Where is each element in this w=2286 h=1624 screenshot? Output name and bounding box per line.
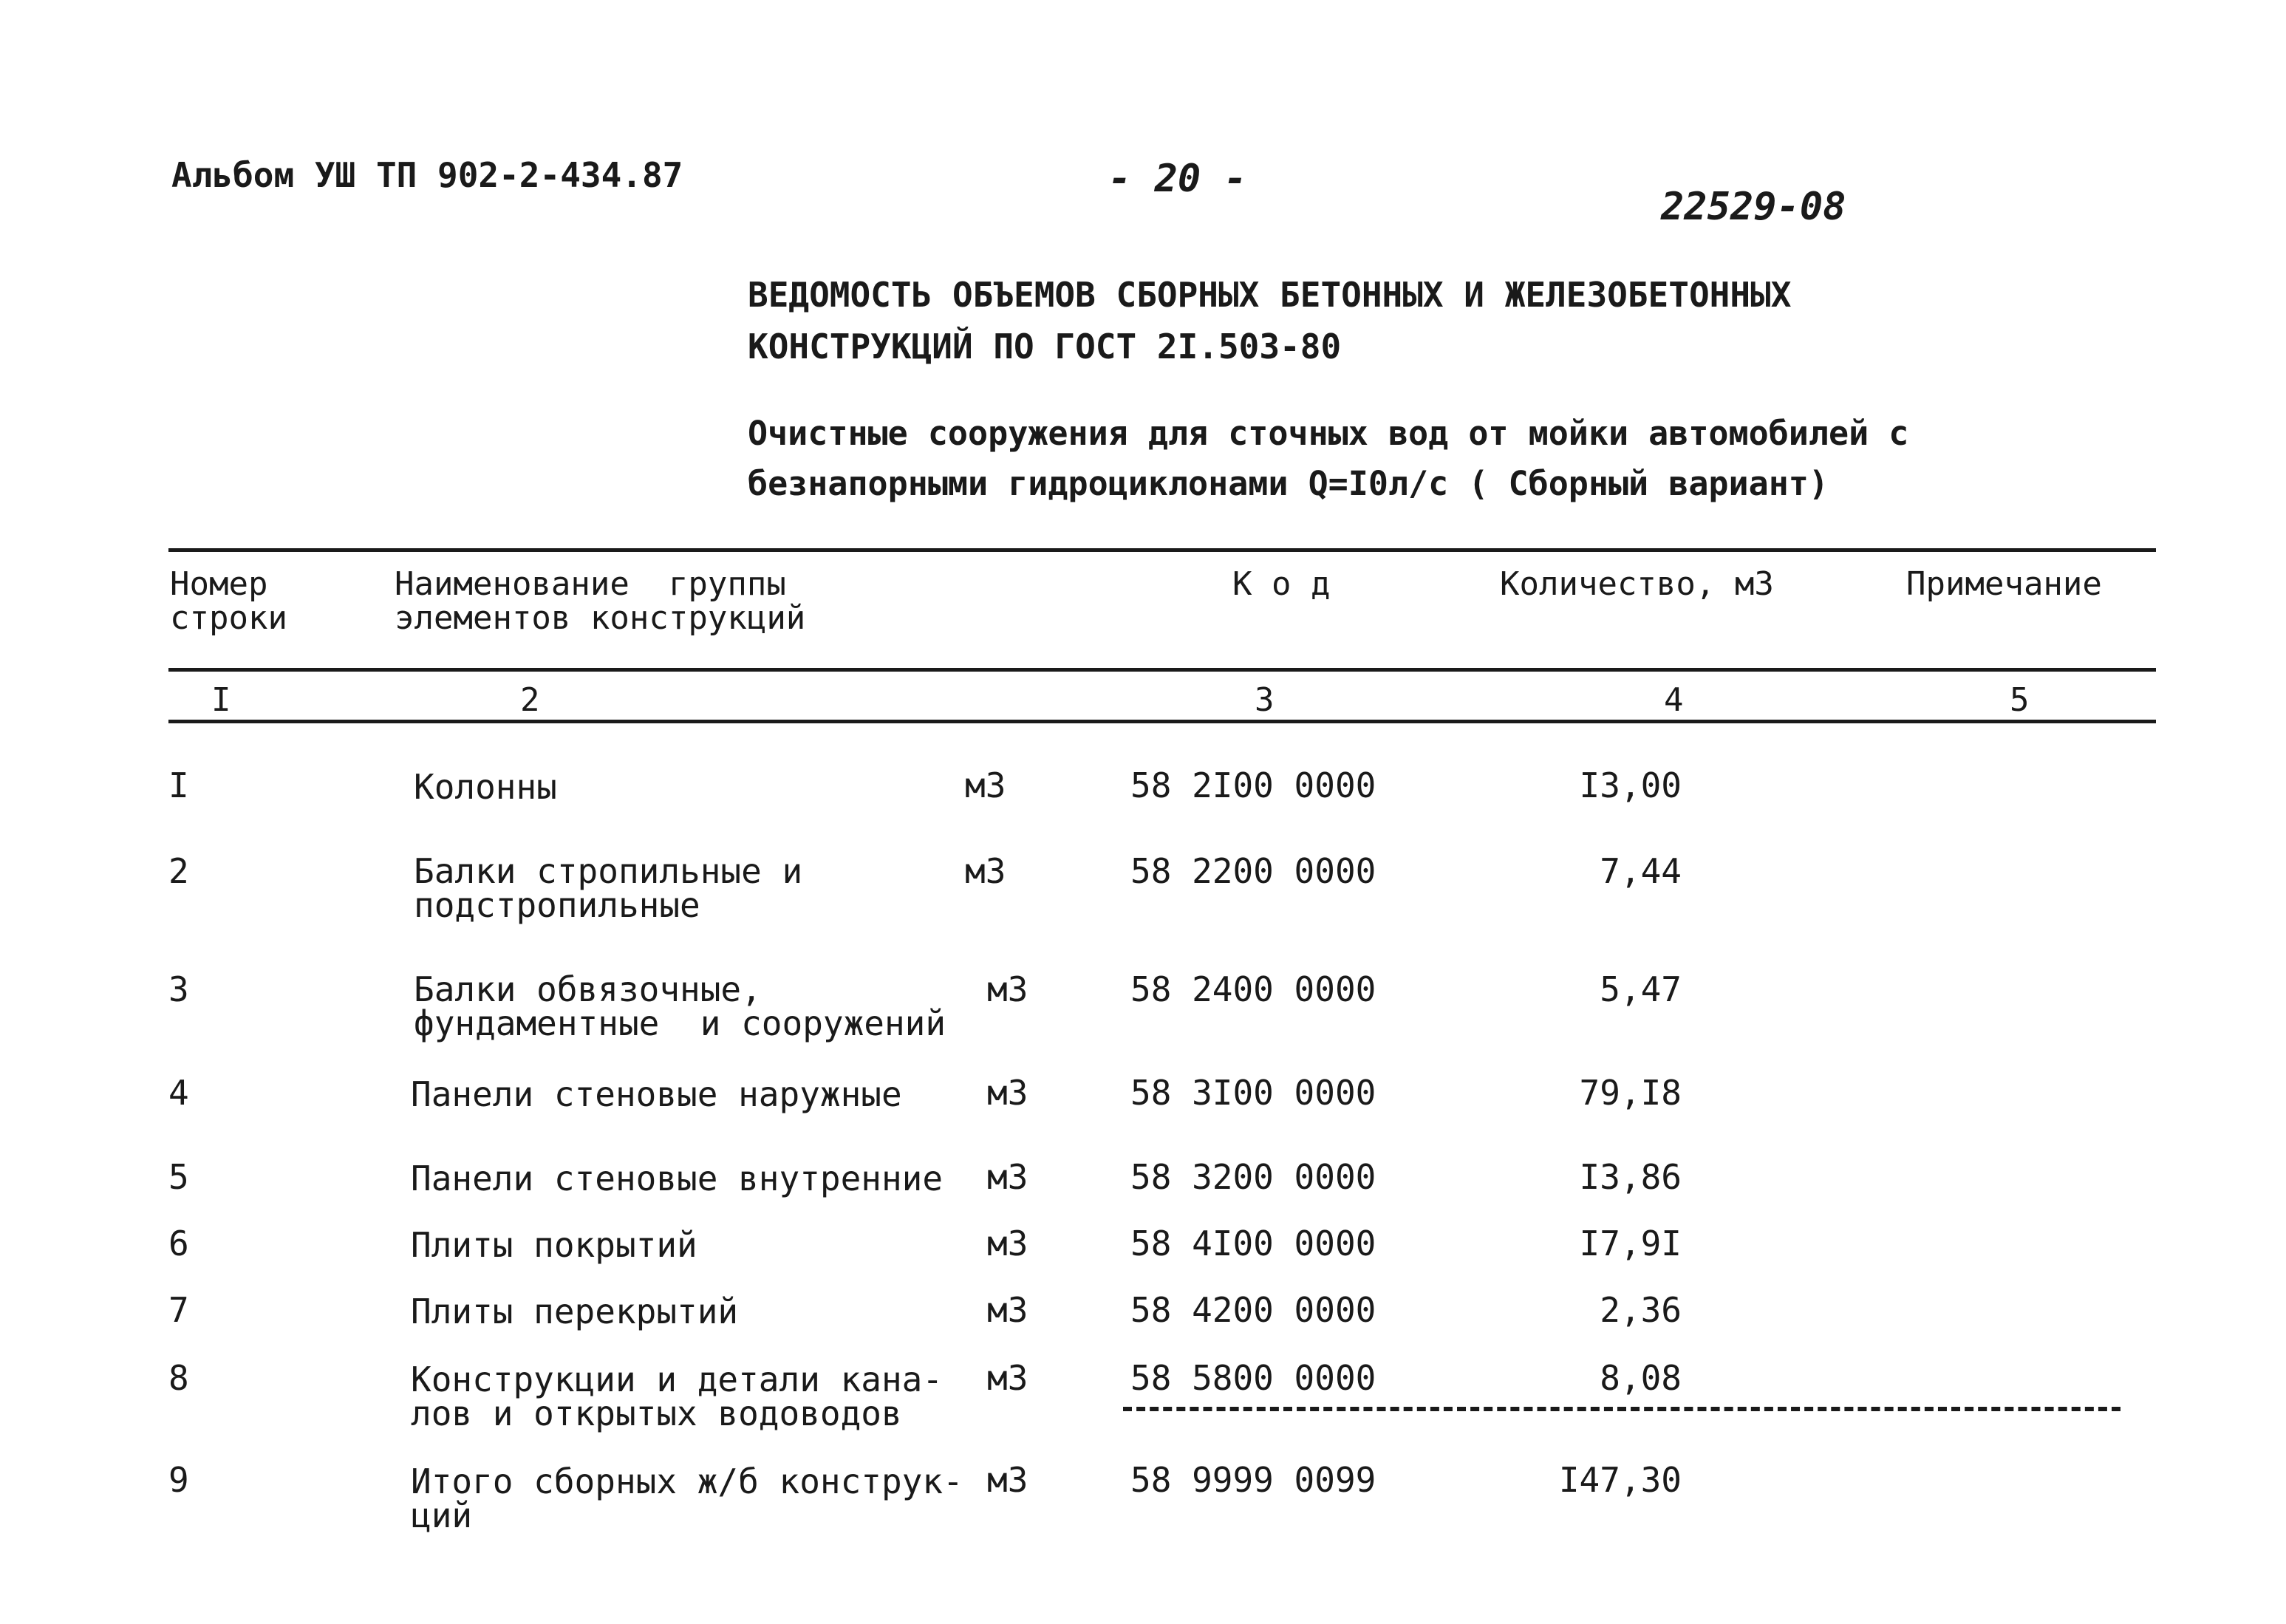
row-7-name: Плиты перекрытий xyxy=(411,1292,739,1331)
row-6-number: 6 xyxy=(168,1224,189,1263)
header-note: Примечание xyxy=(1906,565,2102,603)
row-7-code: 58 4200 0000 xyxy=(1130,1290,1376,1330)
document-code: 22529-08 xyxy=(1661,185,1846,229)
row-4-unit: м3 xyxy=(987,1073,1028,1113)
row-9-number: 9 xyxy=(168,1460,189,1500)
column-number-5: 5 xyxy=(2010,681,2030,719)
row-2-quantity: 7,44 xyxy=(1600,851,1682,891)
row-1-unit: м3 xyxy=(965,765,1006,805)
row-8-name: Конструкции и детали кана- лов и открытых водоводов xyxy=(411,1359,944,1433)
column-number-2: 2 xyxy=(520,681,540,719)
row-2-name: Балки стропильные и подстропильные xyxy=(414,851,803,925)
row-2-code: 58 2200 0000 xyxy=(1130,851,1376,891)
row-4-code: 58 3I00 0000 xyxy=(1130,1073,1376,1113)
row-5-unit: м3 xyxy=(987,1157,1028,1197)
row-6-unit: м3 xyxy=(987,1224,1028,1263)
row-6-name: Плиты покрытий xyxy=(411,1225,697,1265)
header-quantity: Количество, м3 xyxy=(1500,565,1774,603)
row-9-code: 58 9999 0099 xyxy=(1130,1460,1376,1500)
row-9-name: Итого сборных ж/б конструк- ций xyxy=(411,1461,963,1535)
document-subtitle-line-2: безнапорными гидроциклонами Q=I0л/с ( Сборный вариант) xyxy=(748,464,1829,503)
column-number-4: 4 xyxy=(1664,681,1684,719)
row-4-name: Панели стеновые наружные xyxy=(411,1074,902,1114)
document-title-line-1: ВЕДОМОСТЬ ОБЪЕМОВ СБОРНЫХ БЕТОННЫХ И ЖЕЛЕЗОБЕТОННЫХ xyxy=(748,275,1792,315)
row-7-number: 7 xyxy=(168,1290,189,1330)
row-7-unit: м3 xyxy=(987,1290,1028,1330)
album-reference: Альбом УШ ТП 902-2-434.87 xyxy=(171,155,683,195)
row-1-name: Колонны xyxy=(414,767,557,807)
row-6-code: 58 4I00 0000 xyxy=(1130,1224,1376,1263)
row-5-number: 5 xyxy=(168,1157,189,1197)
column-number-1: I xyxy=(211,681,231,719)
table-top-rule xyxy=(168,548,2156,552)
row-4-quantity: 79,I8 xyxy=(1579,1073,1682,1113)
row-1-number: I xyxy=(168,765,189,805)
row-3-number: 3 xyxy=(168,969,189,1009)
row-7-quantity: 2,36 xyxy=(1600,1290,1682,1330)
row-9-unit: м3 xyxy=(987,1460,1028,1500)
row-1-code: 58 2I00 0000 xyxy=(1130,765,1376,805)
header-group-name: Наименование группы элементов конструкций xyxy=(395,565,806,637)
row-4-number: 4 xyxy=(168,1073,189,1113)
row-3-name: Балки обвязочные, фундаментные и сооружений xyxy=(414,969,946,1043)
header-bottom-rule xyxy=(168,668,2156,672)
header-row-number: Номер строки xyxy=(170,565,287,637)
row-8-code: 58 5800 0000 xyxy=(1130,1358,1376,1398)
row-3-unit: м3 xyxy=(987,969,1028,1009)
header-code: К о д xyxy=(1232,565,1331,603)
column-number-3: 3 xyxy=(1255,681,1275,719)
column-numbers-bottom-rule xyxy=(168,720,2156,723)
total-separator-dashed-rule xyxy=(1123,1407,2120,1411)
document-subtitle-line-1: Очистные сооружения для сточных вод от мойки автомобилей с xyxy=(748,414,1909,453)
page-number: - 20 - xyxy=(1108,157,1247,201)
row-2-unit: м3 xyxy=(965,851,1006,891)
row-6-quantity: I7,9I xyxy=(1579,1224,1682,1263)
row-5-code: 58 3200 0000 xyxy=(1130,1157,1376,1197)
row-8-quantity: 8,08 xyxy=(1600,1358,1682,1398)
row-5-name: Панели стеновые внутренние xyxy=(411,1159,944,1198)
row-2-number: 2 xyxy=(168,851,189,891)
row-5-quantity: I3,86 xyxy=(1579,1157,1682,1197)
document-title-line-2: КОНСТРУКЦИЙ ПО ГОСТ 2I.503-80 xyxy=(748,327,1342,366)
row-3-code: 58 2400 0000 xyxy=(1130,969,1376,1009)
row-9-quantity: I47,30 xyxy=(1558,1460,1682,1500)
row-8-unit: м3 xyxy=(987,1358,1028,1398)
row-3-quantity: 5,47 xyxy=(1600,969,1682,1009)
row-1-quantity: I3,00 xyxy=(1579,765,1682,805)
row-8-number: 8 xyxy=(168,1358,189,1398)
